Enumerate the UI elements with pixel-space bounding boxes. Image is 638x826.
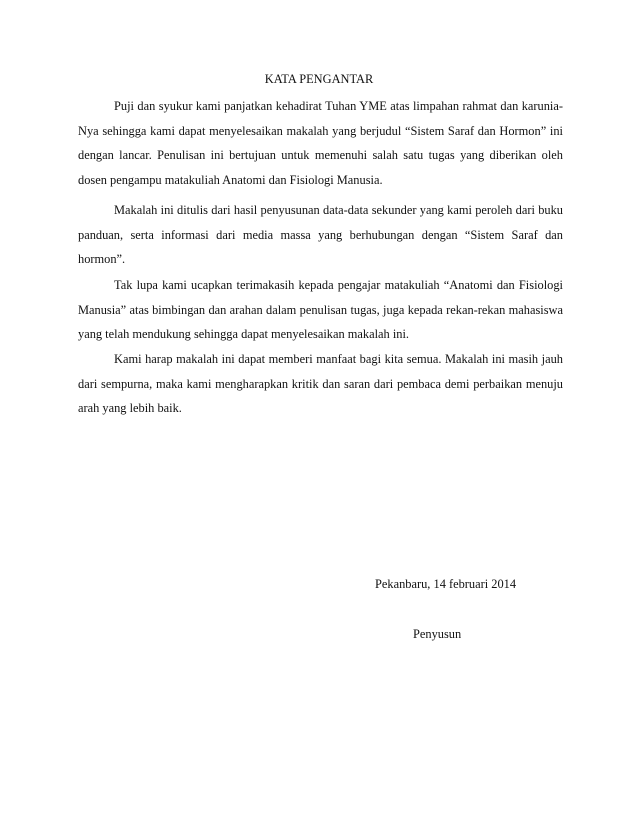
paragraph-2: Makalah ini ditulis dari hasil penyusunan data-data sekunder yang kami peroleh dari buku panduan, serta informasi dari media massa yang berhubungan dengan “Sistem Saraf dan hormon”. xyxy=(78,203,563,267)
paragraph-4: Kami harap makalah ini dapat memberi manfaat bagi kita semua. Makalah ini masih jauh dari sempurna, maka kami mengharapkan kritik dan saran dari pembaca demi perbaikan menuju arah yang lebih baik. xyxy=(78,352,563,416)
paragraph-1: Puji dan syukur kami panjatkan kehadirat Tuhan YME atas limpahan rahmat dan karunia-Nya sehingga kami dapat menyelesaikan makalah yang berjudul “Sistem Saraf dan Hormon” ini dengan lancar. Penulisan ini bertujuan untuk memenuhi salah satu tugas yang diberikan oleh dosen pengampu matakuliah Anatomi dan Fisiologi Manusia. xyxy=(78,99,563,188)
paragraph-3: Tak lupa kami ucapkan terimakasih kepada pengajar matakuliah “Anatomi dan Fisiologi Manusia” atas bimbingan dan arahan dalam penulisan tugas, juga kepada rekan-rekan mahasiswa yang telah mendukung sehingga dapat menyelesaikan makalah ini. xyxy=(78,278,563,342)
place-and-date: Pekanbaru, 14 februari 2014 xyxy=(375,577,517,591)
document-title: KATA PENGANTAR xyxy=(264,72,374,86)
author-signature: Penyusun xyxy=(413,627,462,641)
